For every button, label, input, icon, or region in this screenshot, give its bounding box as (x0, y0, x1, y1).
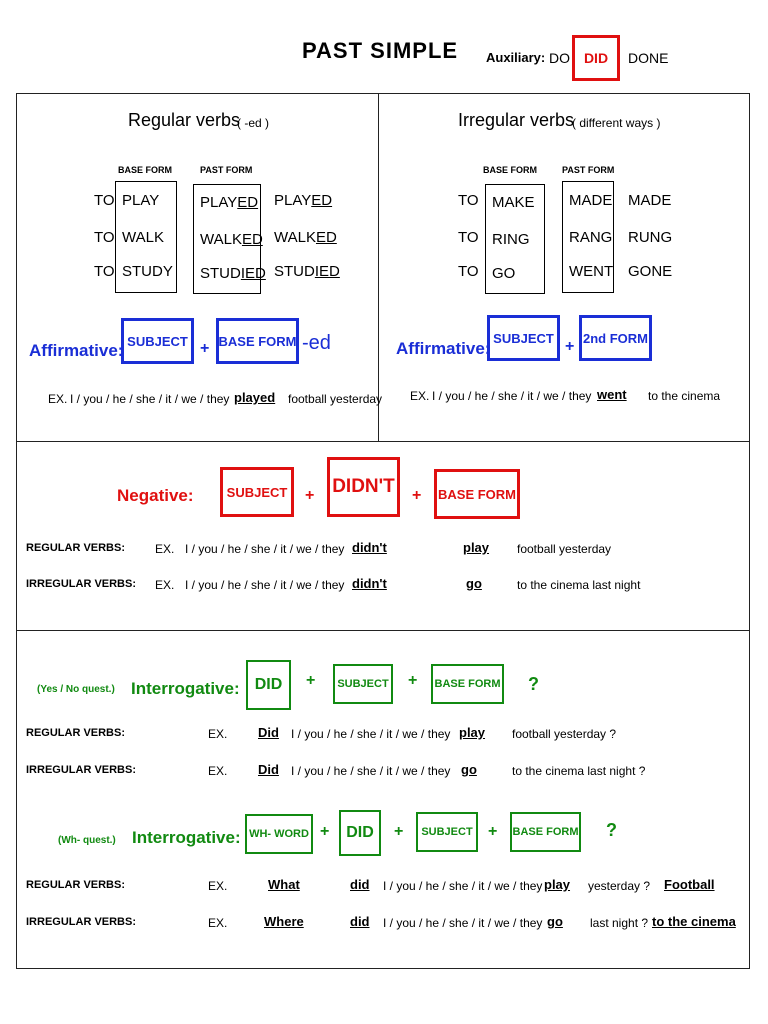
pronouns: I / you / he / she / it / we / they (185, 578, 345, 592)
irregular-heading: Irregular verbs (458, 110, 575, 130)
ex-label: EX. (410, 389, 430, 403)
didnt-box: DIDN'T (327, 457, 400, 517)
yes-no-note: (Yes / No quest.) (37, 684, 115, 695)
ex-label: EX. (155, 578, 175, 592)
example-aux: did (350, 914, 370, 929)
to-label: TO (458, 229, 479, 246)
to-label: TO (458, 263, 479, 280)
did-box: DID (246, 660, 291, 710)
irregular-participle: MADE (628, 192, 672, 209)
pronouns: I / you / he / she / it / we / they (432, 389, 592, 403)
ex-label: EX. (155, 542, 175, 556)
example-wh: What (268, 877, 300, 892)
pronouns: I / you / he / she / it / we / they (185, 542, 345, 556)
regular-past-verb: WALKED (200, 231, 263, 248)
irregular-base-verb: RING (492, 231, 530, 248)
verb-kind-label: REGULAR VERBS: (26, 542, 126, 554)
verb-kind-label: IRREGULAR VERBS: (26, 916, 137, 928)
base-form-box: BASE FORM (434, 469, 520, 519)
subject-box: SUBJECT (487, 315, 560, 361)
verb-kind-label: REGULAR VERBS: (26, 879, 126, 891)
example-aux: did (350, 877, 370, 892)
divider-2 (16, 630, 750, 631)
second-form-box: 2nd FORM (579, 315, 652, 361)
wh-word-box: WH- WORD (245, 814, 313, 854)
irregular-participle: GONE (628, 263, 673, 280)
plus-sign: + (320, 823, 330, 840)
example-aux: didn't (352, 540, 387, 555)
plus-sign: + (488, 823, 498, 840)
pronouns: I / you / he / she / it / we / they (383, 879, 543, 893)
example-verb: play (463, 540, 490, 555)
irregular-base-verb: MAKE (492, 194, 535, 211)
irregular-past-verb: WENT (569, 263, 614, 280)
example-rest: yesterday ? (588, 879, 651, 893)
pronouns: I / you / he / she / it / we / they (383, 916, 543, 930)
base-form-box: BASE FORM (510, 812, 581, 852)
base-form-box: BASE FORM (216, 318, 299, 364)
example-rest: to the cinema (648, 389, 721, 403)
regular-base-verb: STUDY (122, 263, 173, 280)
irregular-base-verb: GO (492, 265, 516, 282)
example-verb: play (459, 725, 486, 740)
example-rest: football yesterday (517, 542, 612, 556)
example-answer: to the cinema (652, 914, 736, 929)
question-mark: ? (528, 674, 539, 694)
pronouns: I / you / he / she / it / we / they (291, 727, 451, 741)
to-label: TO (94, 263, 115, 280)
page-title: PAST SIMPLE (302, 38, 459, 63)
example-verb: go (461, 762, 477, 777)
ex-label: EX. (208, 764, 228, 778)
irregular-heading-note: ( different ways ) (572, 116, 661, 130)
regular-base-verb: WALK (122, 229, 164, 246)
example-rest: to the cinema last night (517, 578, 641, 592)
plus-sign: + (412, 487, 422, 504)
regular-participle: STUDIED (274, 263, 340, 280)
plus-sign: + (565, 338, 575, 355)
to-label: TO (94, 192, 115, 209)
plus-sign: + (200, 340, 210, 357)
vertical-divider (378, 93, 379, 441)
plus-sign: + (305, 487, 315, 504)
auxiliary-label: Auxiliary: (486, 50, 546, 65)
aux-done: DONE (628, 50, 669, 66)
verb-kind-label: REGULAR VERBS: (26, 727, 126, 739)
example-verb: play (544, 877, 571, 892)
regular-col-past: PAST FORM (200, 165, 253, 175)
regular-participle: WALKED (274, 229, 337, 246)
verb-kind-label: IRREGULAR VERBS: (26, 764, 137, 776)
example-verb: go (466, 576, 482, 591)
irregular-col-past: PAST FORM (562, 165, 615, 175)
example-rest: to the cinema last night ? (512, 764, 646, 778)
example-answer: Football (664, 877, 715, 892)
example-aux: Did (258, 762, 279, 777)
irregular-past-verb: RANG (569, 229, 613, 246)
ex-label: EX. (208, 879, 228, 893)
example-rest: football yesterday ? (512, 727, 617, 741)
example-verb: go (547, 914, 563, 929)
example-aux: didn't (352, 576, 387, 591)
ex-label: EX. (48, 392, 68, 406)
pronouns: I / you / he / she / it / we / they (70, 392, 230, 406)
example-verb: played (234, 390, 276, 405)
wh-note: (Wh- quest.) (58, 835, 116, 846)
wh-interrogative-label: Interrogative: (132, 828, 241, 847)
subject-box: SUBJECT (121, 318, 194, 364)
example-aux: Did (258, 725, 279, 740)
subject-box: SUBJECT (416, 812, 478, 852)
ex-label: EX. (208, 727, 228, 741)
to-label: TO (458, 192, 479, 209)
subject-box: SUBJECT (220, 467, 294, 517)
regular-past-verb: STUDIED (200, 265, 266, 282)
plus-sign: + (394, 823, 404, 840)
example-verb: went (597, 387, 627, 402)
to-label: TO (94, 229, 115, 246)
regular-participle: PLAYED (274, 192, 333, 209)
regular-heading-note: ( -ed ) (237, 116, 270, 130)
example-rest: football yesterday (288, 392, 383, 406)
divider-1 (16, 441, 750, 442)
base-form-box: BASE FORM (431, 664, 504, 704)
regular-affirmative-label: Affirmative: (29, 341, 124, 360)
pronouns: I / you / he / she / it / we / they (291, 764, 451, 778)
question-mark: ? (606, 820, 617, 840)
irregular-past-verb: MADE (569, 192, 613, 209)
subject-box: SUBJECT (333, 664, 393, 704)
ed-suffix: -ed (302, 332, 331, 354)
ex-label: EX. (208, 916, 228, 930)
yes-no-interrogative-label: Interrogative: (131, 679, 240, 698)
example-rest: last night ? (590, 916, 649, 930)
regular-col-base: BASE FORM (118, 165, 172, 175)
regular-heading: Regular verbs (128, 110, 241, 130)
aux-did-box: DID (572, 35, 620, 81)
irregular-participle: RUNG (628, 229, 673, 246)
did-box: DID (339, 810, 381, 856)
plus-sign: + (408, 672, 418, 689)
aux-do: DO (549, 50, 570, 66)
regular-base-verb: PLAY (122, 192, 160, 209)
example-wh: Where (264, 914, 304, 929)
plus-sign: + (306, 672, 316, 689)
verb-kind-label: IRREGULAR VERBS: (26, 578, 137, 590)
negative-label: Negative: (117, 486, 194, 505)
irregular-affirmative-label: Affirmative: (396, 339, 491, 358)
irregular-col-base: BASE FORM (483, 165, 537, 175)
regular-past-verb: PLAYED (200, 194, 259, 211)
